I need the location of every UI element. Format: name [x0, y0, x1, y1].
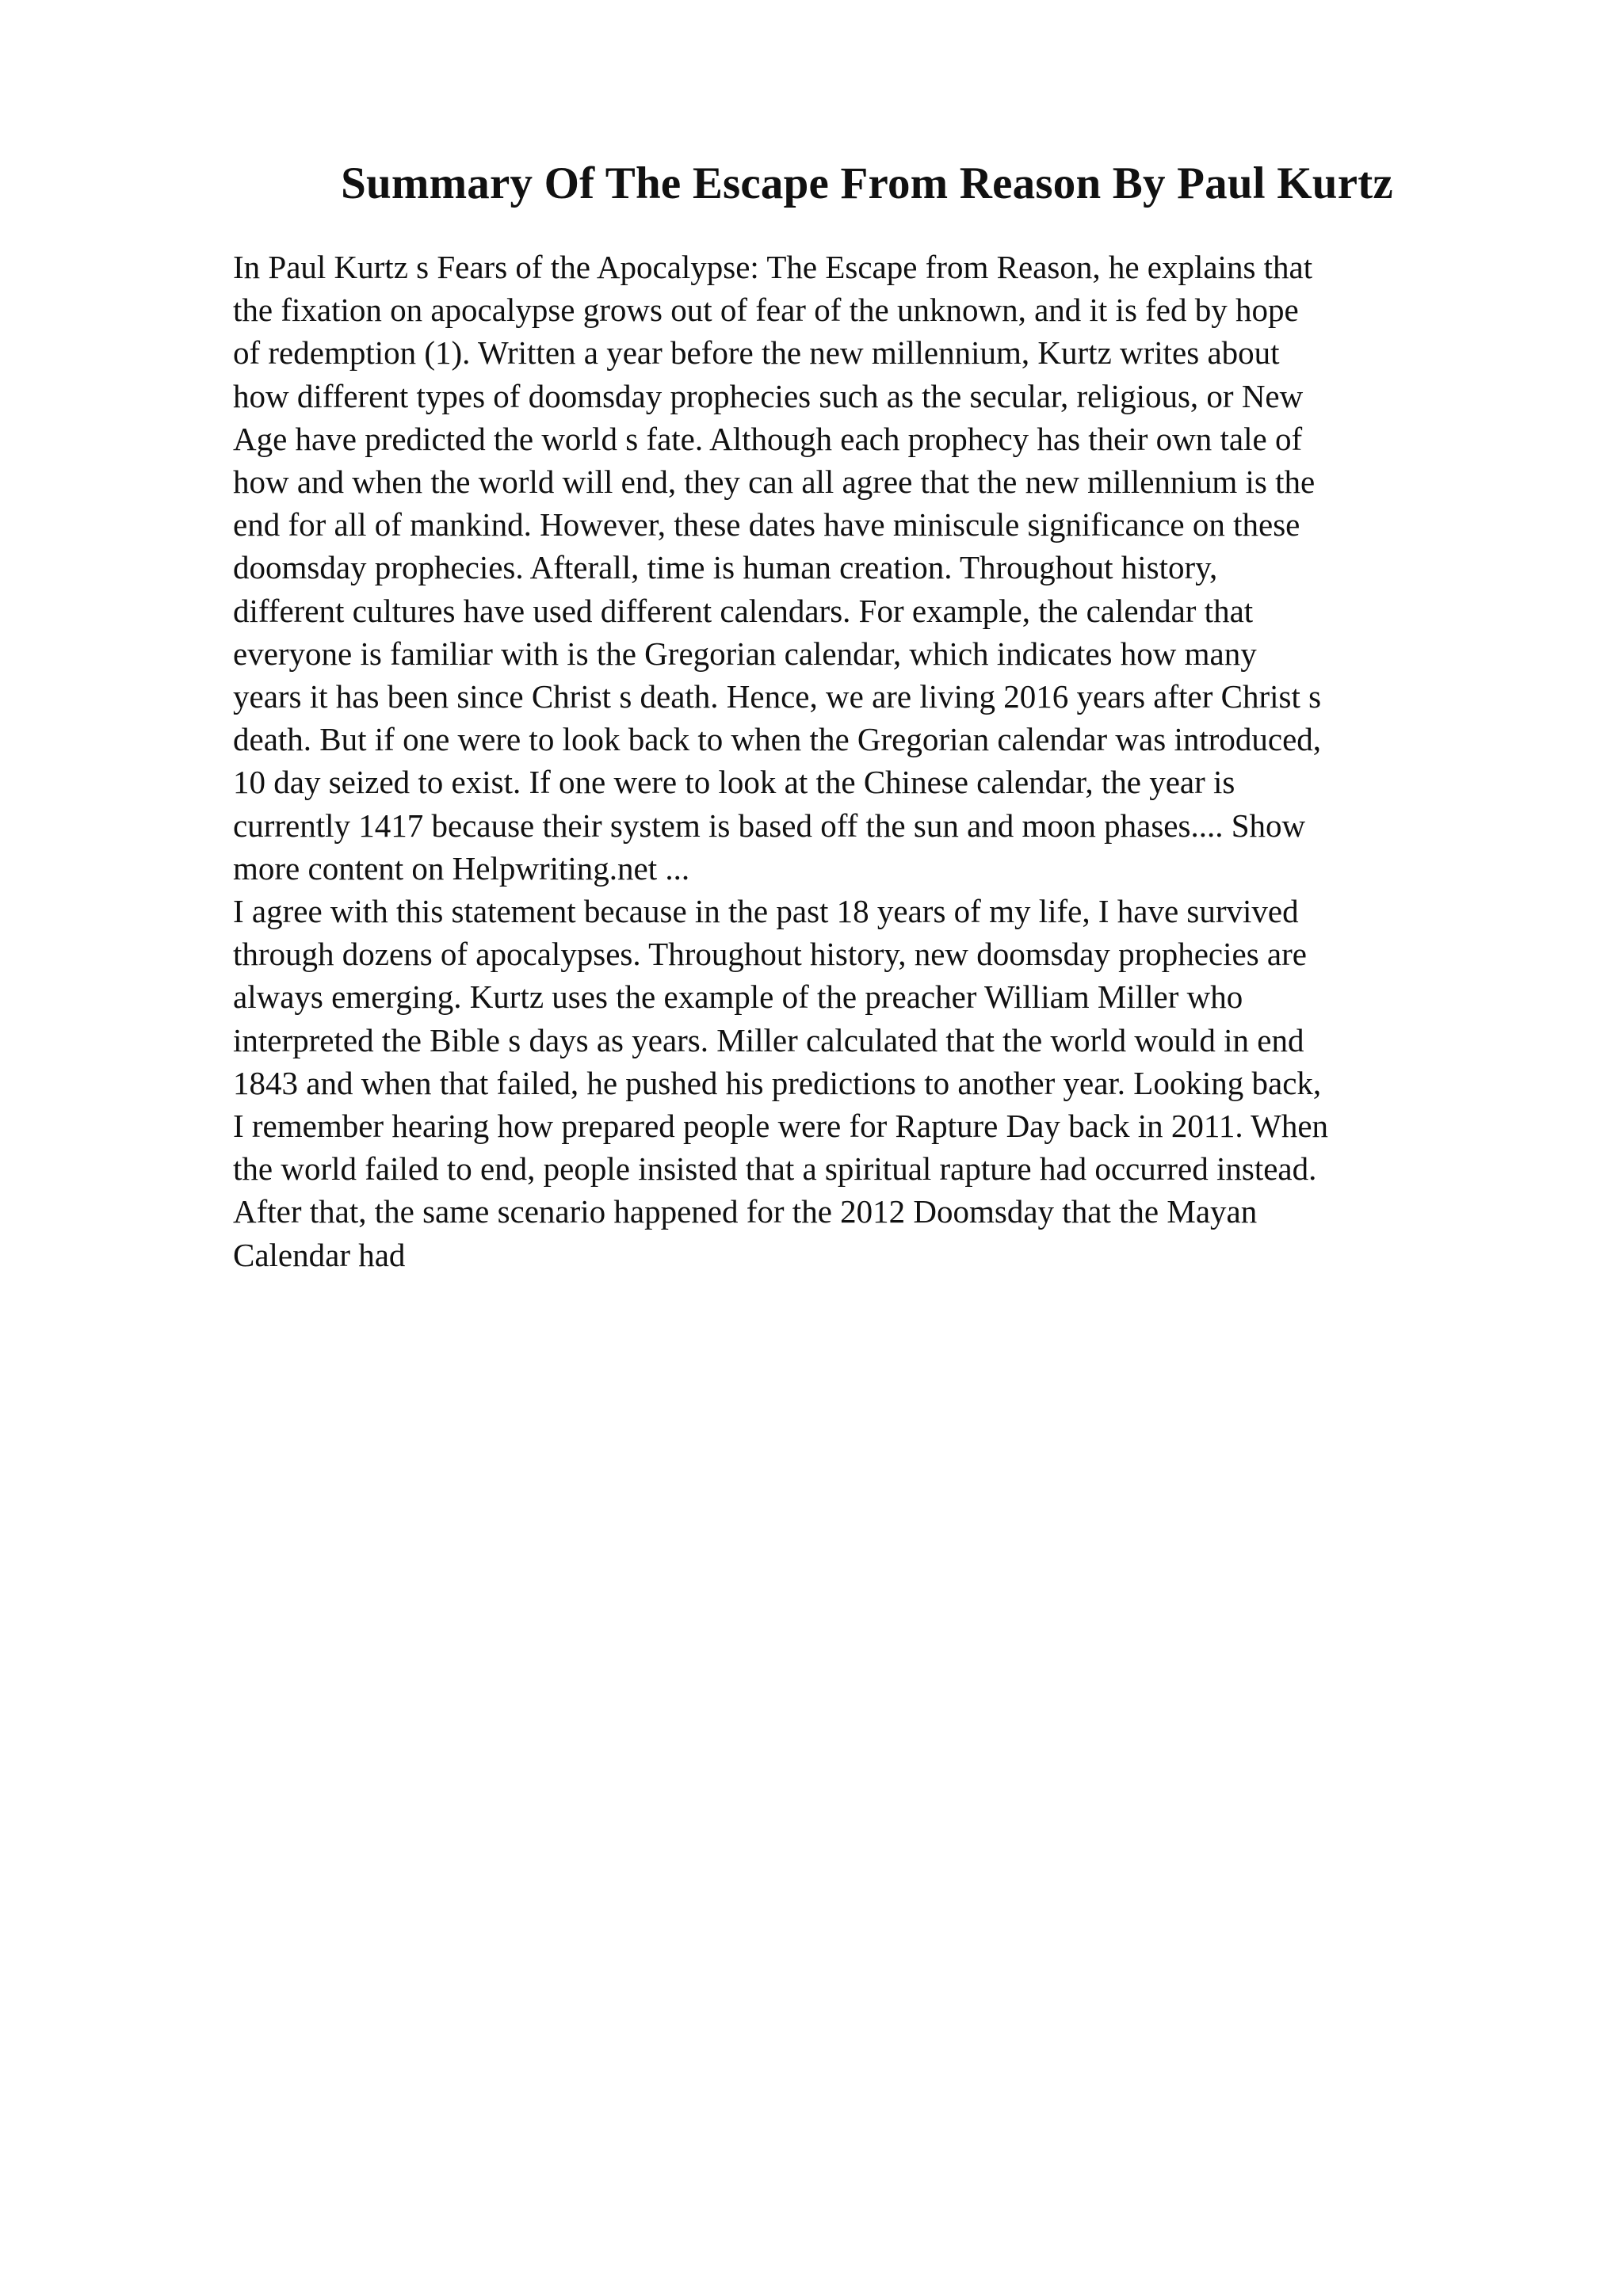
text-line: Calendar had — [233, 1236, 406, 1273]
paragraph-2 — [233, 890, 1501, 1276]
text-line: how and when the world will end, they can all agree that the new millennium is the — [233, 463, 1316, 501]
text-line: the world failed to end, people insisted that a spiritual rapture had occurred instead. — [233, 1150, 1317, 1188]
text-line: interpreted the Bible s days as years. Miller calculated that the world would in end — [233, 1021, 1304, 1058]
text-line: of redemption (1). Written a year before the new millennium, Kurtz writes about — [233, 334, 1280, 372]
text-line: end for all of mankind. However, these dates have miniscule significance on these — [233, 506, 1300, 543]
text-line: through dozens of apocalypses. Throughout history, new doomsday prophecies are — [233, 936, 1307, 973]
text-line: I agree with this statement because in the past 18 years of my life, I have survived — [233, 893, 1299, 930]
text-line: the fixation on apocalypse grows out of fear of the unknown, and it is fed by hope — [233, 292, 1299, 329]
text-line: everyone is familiar with is the Gregorian calendar, which indicates how many — [233, 635, 1257, 672]
text-line: After that, the same scenario happened for the 2012 Doomsday that the Mayan — [233, 1193, 1258, 1230]
text-line: more content on Helpwriting.net ... — [233, 849, 690, 887]
text-line: 1843 and when that failed, he pushed his predictions to another year. Looking back, — [233, 1064, 1322, 1101]
text-line: how different types of doomsday prophecies such as the secular, religious, or New — [233, 377, 1304, 414]
text-line: In Paul Kurtz s Fears of the Apocalypse: The Escape from Reason, he explains that — [233, 249, 1313, 285]
text-line: Age have predicted the world s fate. Although each prophecy has their own tale of — [233, 420, 1303, 457]
text-line: currently 1417 because their system is based off the sun and moon phases.... Show — [233, 807, 1306, 844]
paragraph-1 — [233, 246, 1501, 890]
document-title: Summary Of The Escape From Reason By Paul Kurtz — [341, 158, 1393, 208]
text-line: I remember hearing how prepared people were for Rapture Day back in 2011. When — [233, 1108, 1329, 1145]
text-line: doomsday prophecies. Afterall, time is human creation. Throughout history, — [233, 549, 1218, 586]
text-line: 10 day seized to exist. If one were to look at the Chinese calendar, the year is — [233, 764, 1235, 801]
text-line: years it has been since Christ s death. Hence, we are living 2016 years after Christ s — [233, 678, 1322, 715]
document-body — [233, 246, 1501, 1276]
text-line: death. But if one were to look back to when the Gregorian calendar was introduced, — [233, 721, 1322, 758]
text-line: always emerging. Kurtz uses the example of the preacher William Miller who — [233, 978, 1243, 1016]
text-line: different cultures have used different calendars. For example, the calendar that — [233, 592, 1254, 629]
